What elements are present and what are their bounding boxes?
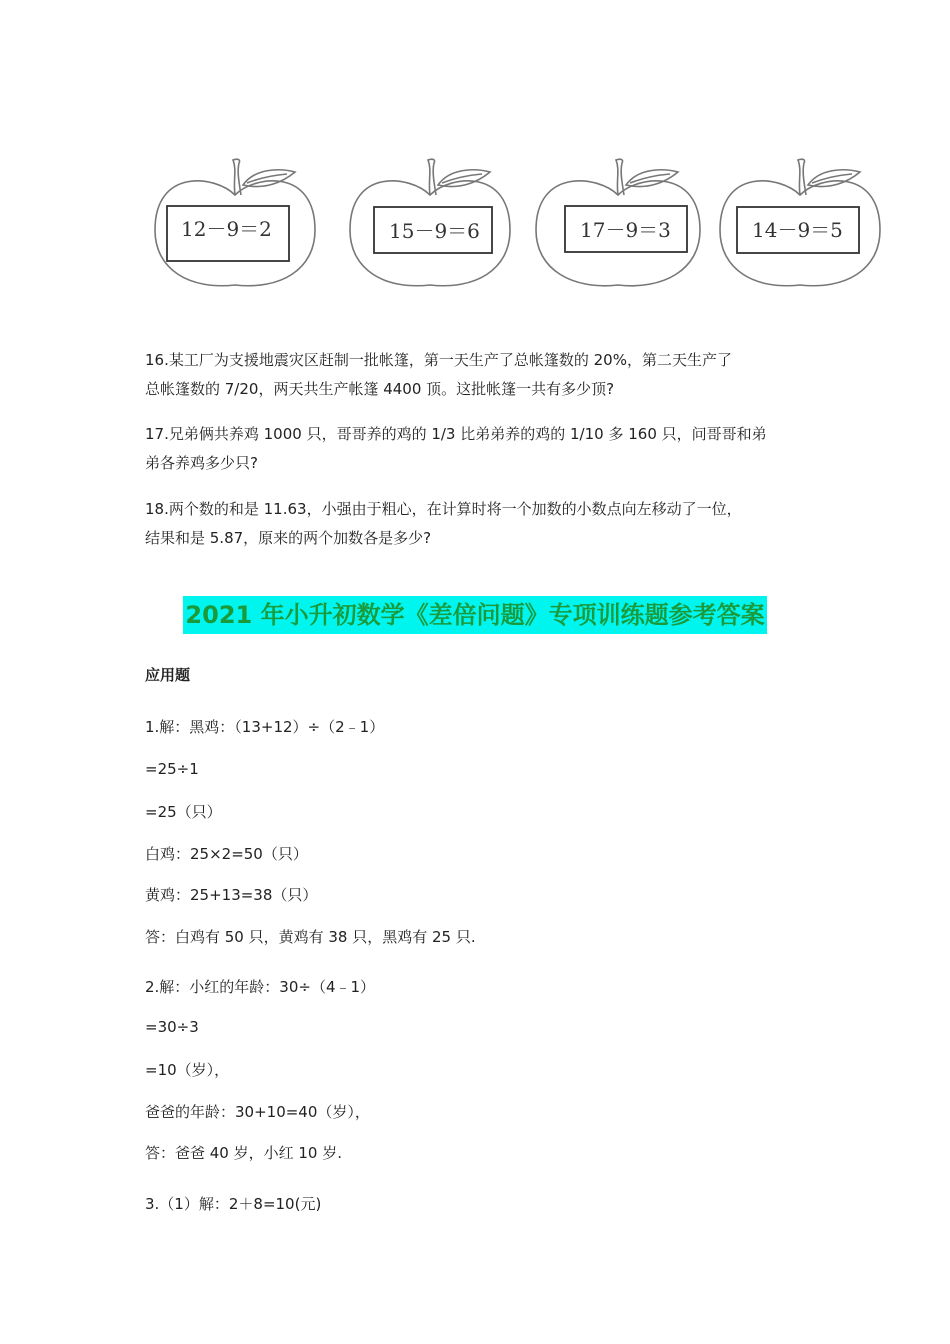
question-16-line-1: 16.某工厂为支援地震灾区赶制一批帐篷，第一天生产了总帐篷数的 20%，第二天生产了 <box>145 351 732 369</box>
answer-line: =10（岁）， <box>145 1061 230 1079</box>
question-16-line-2: 总帐篷数的 7/20，两天共生产帐篷 4400 顶。这批帐篷一共有多少顶? <box>145 380 615 398</box>
answer-title: 2021 年小升初数学《差倍问题》专项训练题参考答案 <box>183 596 766 634</box>
apple-label-4: 14－9＝5 <box>752 218 843 242</box>
question-17-line-2: 弟各养鸡多少只? <box>145 454 258 472</box>
answer-line: 答：爸爸 40 岁，小红 10 岁. <box>145 1144 343 1162</box>
question-18-line-2: 结果和是 5.87，原来的两个加数各是多少? <box>145 529 432 547</box>
question-16 <box>145 346 825 404</box>
answer-title-wrap <box>0 596 950 634</box>
apples-illustration <box>0 0 950 300</box>
apple-label-1: 12－9＝2 <box>181 217 272 241</box>
apple-label-3: 17－9＝3 <box>580 218 671 242</box>
answer-line: 爸爸的年龄：30+10=40（岁）， <box>145 1103 370 1121</box>
answer-line: =25÷1 <box>145 760 199 778</box>
answer-line: =30÷3 <box>145 1018 199 1036</box>
answer-line: 3.（1）解：2＋8=10(元) <box>145 1195 322 1213</box>
answer-line: 答：白鸡有 50 只，黄鸡有 38 只，黑鸡有 25 只. <box>145 928 476 946</box>
answer-line: 白鸡：25×2=50（只） <box>145 845 308 863</box>
section-heading: 应用题 <box>145 666 191 684</box>
answer-line: 2.解：小红的年龄：30÷（4﹣1） <box>145 978 376 996</box>
question-17 <box>145 420 825 478</box>
question-18-line-1: 18.两个数的和是 11.63，小强由于粗心，在计算时将一个加数的小数点向左移动了一位， <box>145 500 742 518</box>
answer-line: 1.解：黑鸡：（13+12）÷（2﹣1） <box>145 718 385 736</box>
apple-label-2: 15－9＝6 <box>389 219 480 243</box>
question-18 <box>145 495 825 553</box>
question-17-line-1: 17.兄弟俩共养鸡 1000 只，哥哥养的鸡的 1/3 比弟弟养的鸡的 1/10 多 160 只，问哥哥和弟 <box>145 425 767 443</box>
answer-line: =25（只） <box>145 803 222 821</box>
answer-line: 黄鸡：25+13=38（只） <box>145 886 318 904</box>
